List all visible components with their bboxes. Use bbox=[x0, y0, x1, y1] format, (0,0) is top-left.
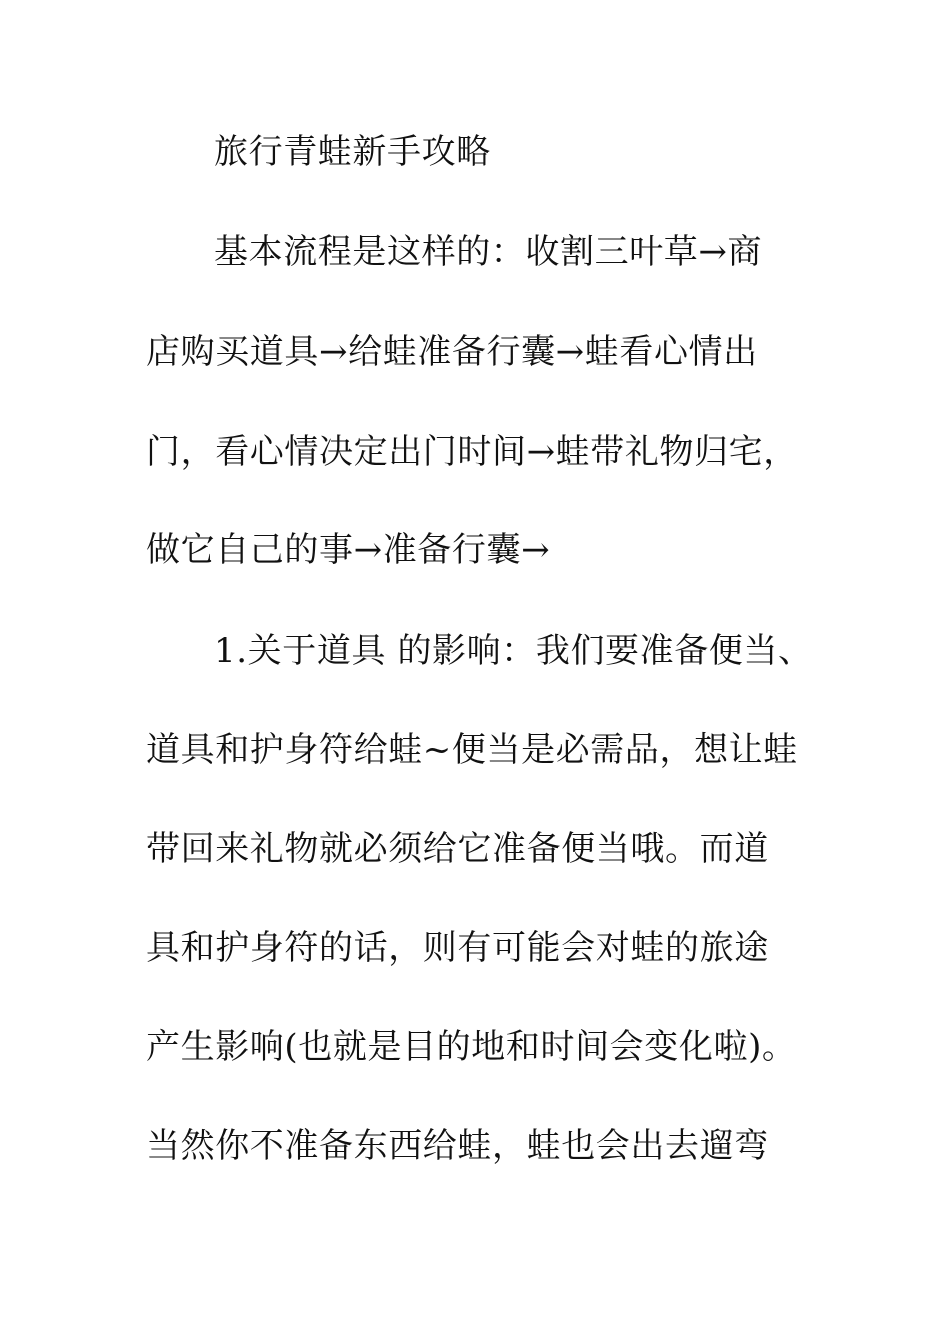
paragraph-line-4: 做它自己的事→准备行囊→ bbox=[146, 530, 551, 570]
paragraph-line-7: 带回来礼物就必须给它准备便当哦。而道 bbox=[146, 829, 769, 869]
paragraph-line-9: 产生影响(也就是目的地和时间会变化啦)。 bbox=[146, 1027, 797, 1067]
paragraph-line-2: 店购买道具→给蛙准备行囊→蛙看心情出 bbox=[146, 332, 758, 372]
paragraph-line-8: 具和护身符的话，则有可能会对蛙的旅途 bbox=[146, 928, 769, 968]
document-title: 旅行青蛙新手攻略 bbox=[214, 132, 491, 172]
paragraph-line-3: 门，看心情决定出门时间→蛙带礼物归宅， bbox=[146, 432, 798, 472]
paragraph-line-6: 道具和护身符给蛙~便当是必需品，想让蛙 bbox=[146, 730, 798, 770]
paragraph-line-5: 1.关于道具 的影响：我们要准备便当、 bbox=[214, 631, 813, 671]
paragraph-line-1: 基本流程是这样的：收割三叶草→商 bbox=[214, 232, 763, 272]
paragraph-line-10: 当然你不准备东西给蛙，蛙也会出去遛弯 bbox=[146, 1126, 769, 1166]
